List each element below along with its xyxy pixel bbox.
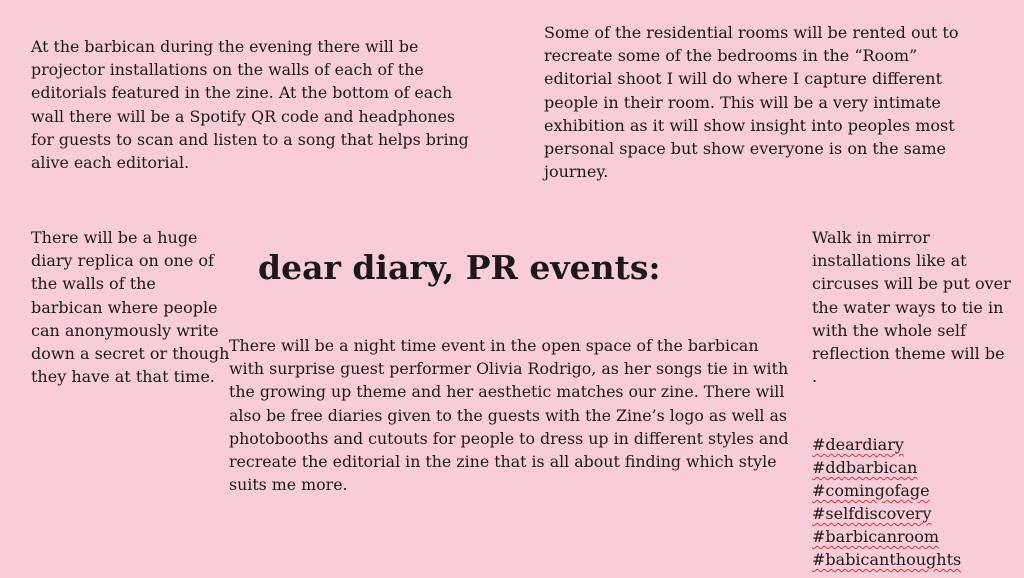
mirror-installations-text: Walk in mirror installations like at circuses will be put over the water ways to tie in with the whole self reflection theme will be .: [812, 228, 1011, 387]
hashtag-item: #comingofage: [812, 481, 930, 500]
night-event-text: There will be a night time event in the open space of the barbican with surprise guest performer Olivia Rodrigo, as her songs tie in with the growing up theme and her aesthetic matches our zine. There will also be free diaries given to the guests with the Zine’s logo as well as photobooths and cutouts for people to dress up in different styles and recreate the editorial in the zine that is all about finding which style suits me more.: [229, 336, 789, 495]
hashtag-item: #deardiary: [812, 435, 904, 454]
hashtag-item: #barbicanroom: [812, 527, 940, 546]
projector-installations-text: At the barbican during the evening there will be projector installations on the walls of each of the editorials featured in the zine. At the bottom of each wall there will be a Spotify QR code and headphones for guests to scan and listen to a song that helps bring alive each editorial.: [31, 37, 469, 173]
hashtag-item: #selfdiscovery: [812, 504, 932, 523]
hashtag-item: #babicanthoughts: [812, 550, 962, 569]
slide-title: dear diary, PR events:: [258, 248, 661, 287]
hashtag-item: #ddbarbican: [812, 458, 918, 477]
residential-rooms-text: Some of the residential rooms will be rented out to recreate some of the bedrooms in the “Room” editorial shoot I will do where I capture different people in their room. This will be a very intimate exhibition as it will show insight into peoples most personal space but show everyone is on the same journey.: [544, 23, 959, 182]
hashtag-list: [812, 433, 1012, 571]
diary-replica-text: There will be a huge diary replica on one of the walls of the barbican where people can anonymously write down a secret or though they have at that time.: [31, 228, 230, 387]
